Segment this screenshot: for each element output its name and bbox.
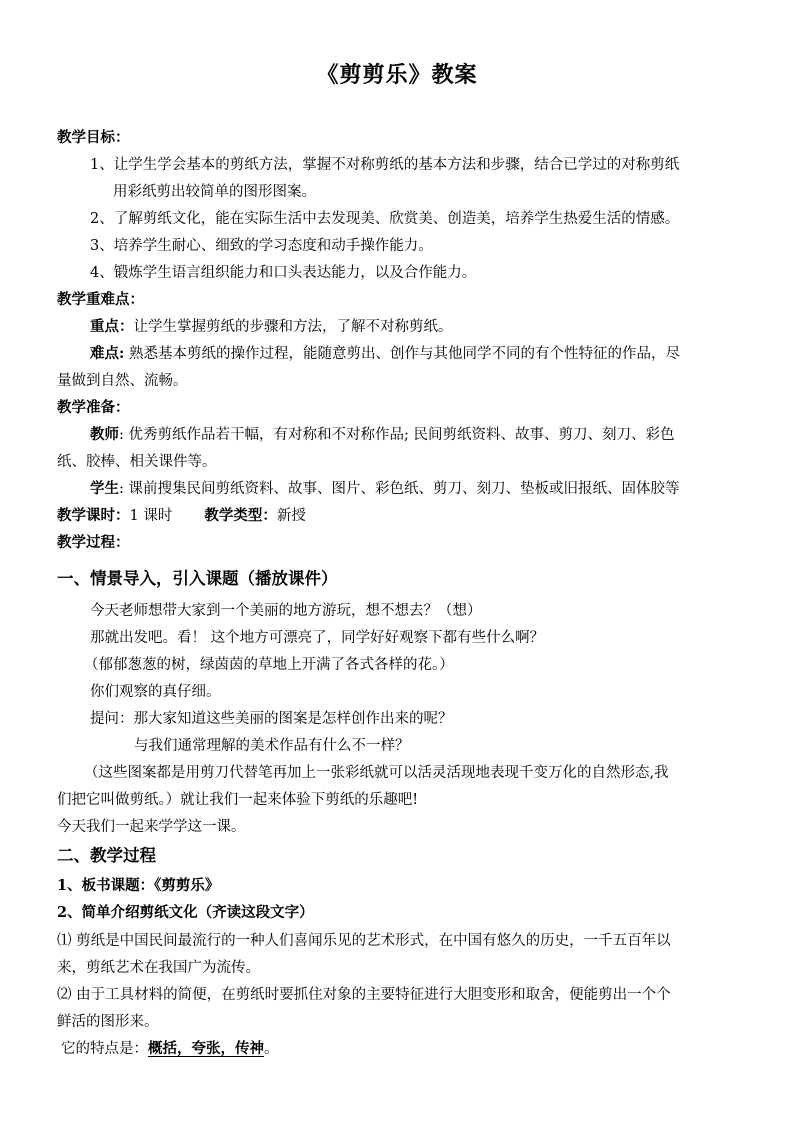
key-point-label: 重点： (90, 318, 134, 335)
section1-line-5: 提问：那大家知道这些美丽的图案是怎样创作出来的呢？ (90, 711, 453, 727)
section1-line-1: 今天老师想带大家到一个美丽的地方游玩，想不想去？（想） (90, 603, 482, 619)
goal-item-4: 4、锻炼学生语言组织能力和口头表达能力，以及合作能力。 (90, 265, 477, 281)
features-end: 。 (264, 1041, 279, 1057)
document-title: 《剪剪乐》教案 (316, 62, 478, 88)
goals-heading: 教学目标： (57, 129, 130, 146)
section1-line-2: 那就出发吧。看！ 这个地方可漂亮了，同学好好观察下都有些什么啊？ (90, 630, 545, 646)
section2-para1-cont: 来，剪纸艺术在我国广为流传。 (57, 960, 260, 976)
section1-heading: 一、情景导入，引入课题（播放课件） (57, 569, 338, 588)
hours-label: 教学课时： (57, 507, 130, 524)
process-heading: 教学过程： (57, 534, 130, 551)
section2-heading: 二、教学过程 (57, 846, 156, 865)
difficulty-text: 熟悉基本剪纸的操作过程，能随意剪出、创作与其他同学不同的有个性特征的作品，尽 (124, 346, 680, 362)
lesson-meta-line (57, 509, 306, 524)
section1-line-8: 们把它叫做剪纸。）就让我们一起来体验下剪纸的乐趣吧! (57, 792, 419, 808)
features-label: 它的特点是： (61, 1041, 148, 1057)
section1-line-3: （郁郁葱葱的树，绿茵茵的草地上开满了各式各样的花。） (84, 657, 454, 673)
features-value: 概括，夸张，传神 (148, 1040, 264, 1057)
section1-line-4: 你们观察的真仔细。 (90, 684, 221, 700)
student-label: 学生 (90, 480, 119, 497)
section1-line-9: 今天我们一起来学学这一课。 (57, 819, 246, 835)
section2-para1: ⑴ 剪纸是中国民间最流行的一种人们喜闻乐见的艺术形式，在中国有悠久的历史，一千五百年以 (57, 933, 671, 949)
section2-para2: ⑵ 由于工具材料的简便，在剪纸时要抓住对象的主要特征进行大胆变形和取舍，便能剪出一个个 (57, 987, 671, 1003)
teacher-prep-text-cont: 纸、胶棒、相关课件等。 (57, 454, 217, 470)
teacher-prep-text: : 优秀剪纸作品若干幅，有对称和不对称作品; 民间剪纸资料、故事、剪刀、刻刀、彩色 (119, 427, 675, 443)
goal-item-1: 1、让学生学会基本的剪纸方法，掌握不对称剪纸的基本方法和步骤，结合已学过的对称剪纸 (90, 157, 680, 173)
section2-para2-cont: 鲜活的图形来。 (57, 1014, 159, 1030)
section2-sub1: 1、板书课题：《剪剪乐》 (57, 877, 220, 894)
difficulty-line (90, 347, 680, 362)
type-value: 新授 (276, 508, 306, 524)
hours-value: 1 课时 (129, 508, 173, 524)
section1-line-6: 与我们通常理解的美术作品有什么不一样？ (134, 738, 410, 754)
teacher-label: 教师 (90, 426, 119, 443)
type-label: 教学类型： (204, 507, 277, 524)
prep-heading: 教学准备： (57, 399, 130, 416)
key-point-line (90, 320, 453, 335)
features-line (61, 1042, 279, 1057)
section1-line-7: （这些图案都是用剪刀代替笔再加上一张彩纸就可以活灵活现地表现千变万化的自然形态,我 (84, 765, 669, 781)
goal-item-1-cont: 用彩纸剪出较简单的图形图案。 (113, 184, 316, 200)
difficulty-text-cont: 量做到自然、流畅。 (57, 373, 188, 389)
goal-item-2: 2、了解剪纸文化，能在实际生活中去发现美、欣赏美、创造美，培养学生热爱生活的情感。 (90, 211, 680, 227)
goal-item-3: 3、培养学生耐心、细致的学习态度和动手操作能力。 (90, 238, 433, 254)
section2-sub2: 2、简单介绍剪纸文化（齐读这段文字） (57, 904, 314, 921)
teacher-prep-line (90, 428, 675, 443)
difficulty-label: 难点: (90, 345, 125, 362)
key-point-text: 让学生掌握剪纸的步骤和方法，了解不对称剪纸。 (133, 319, 453, 335)
student-prep-text: : 课前搜集民间剪纸资料、故事、图片、彩色纸、剪刀、刻刀、垫板或旧报纸、固体胶等 (119, 481, 680, 497)
keypoints-heading: 教学重难点： (57, 291, 144, 308)
student-prep-line (90, 482, 680, 497)
